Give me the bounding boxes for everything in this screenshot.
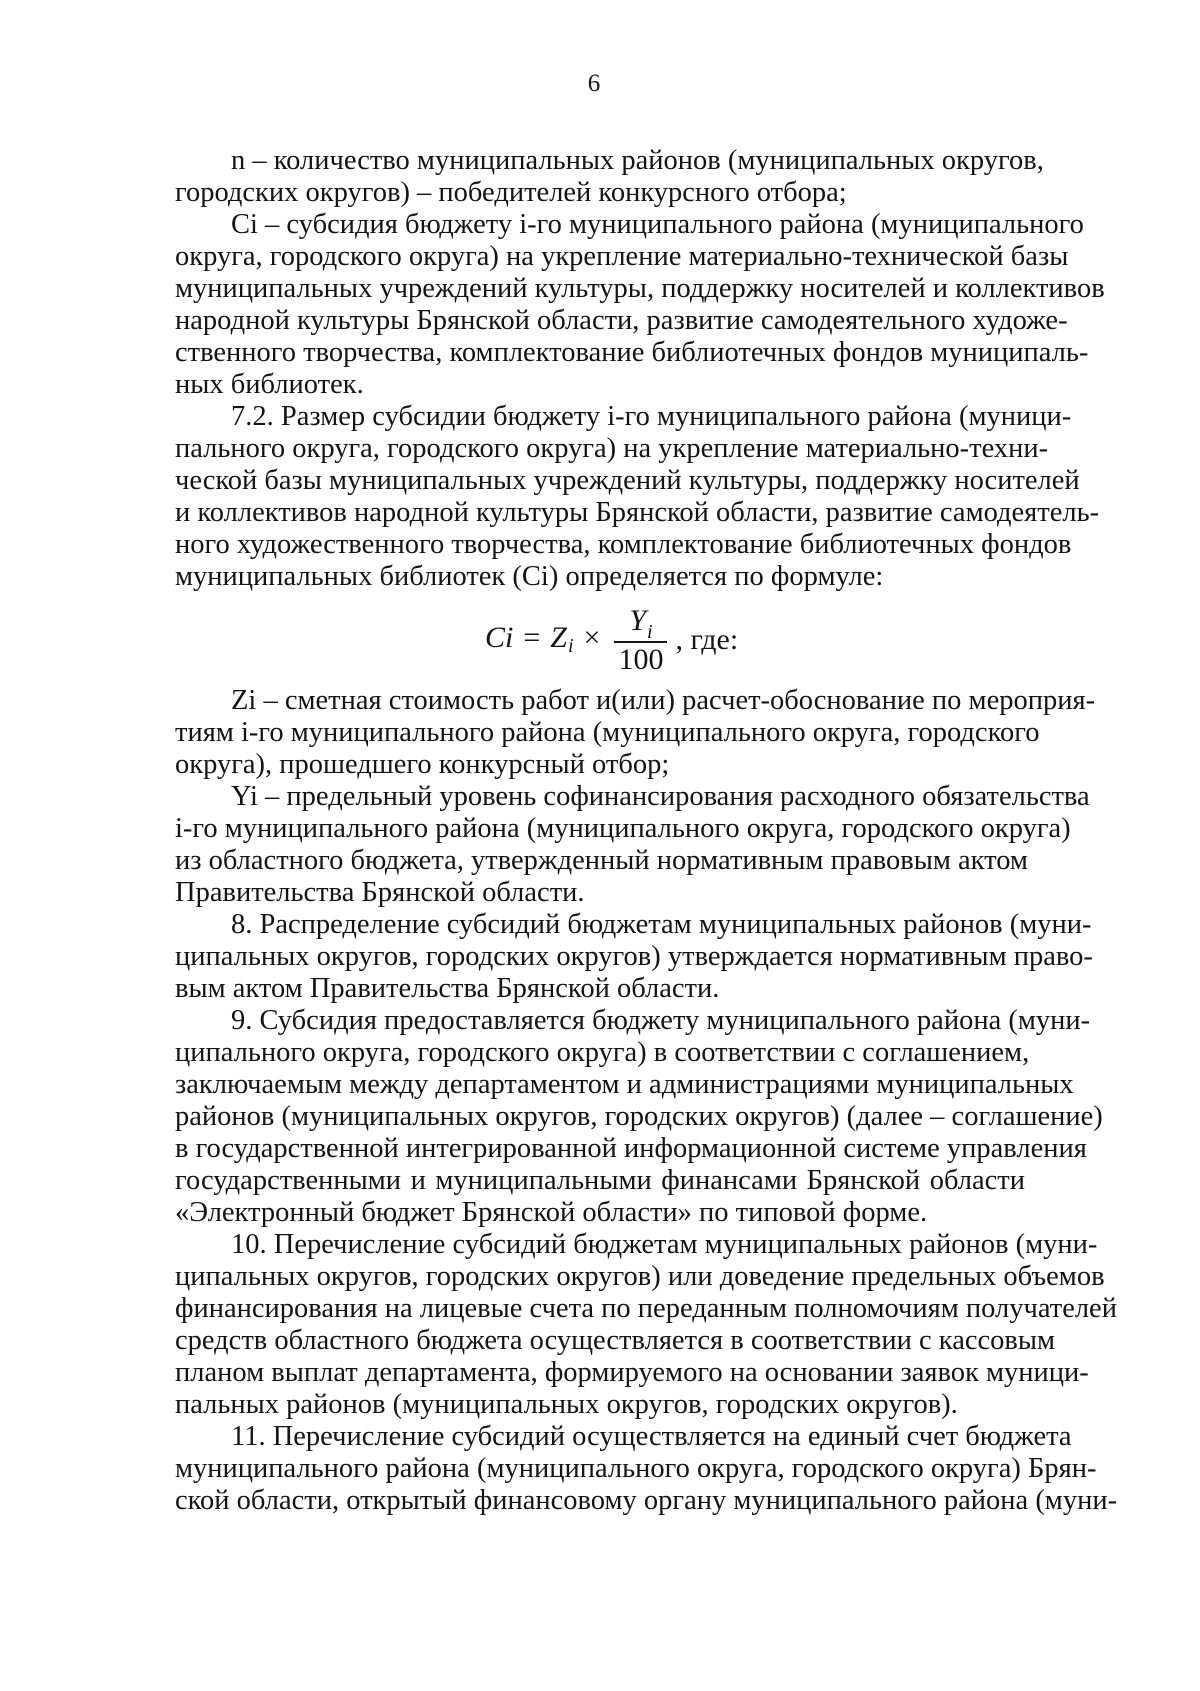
paragraph: [175, 145, 1044, 209]
paragraph-line: 7.2. Размер субсидии бюджету i-го муниципального района (муници-: [231, 401, 1072, 432]
paragraph-line: и коллективов народной культуры Брянской области, развитие самодеятель-: [175, 497, 1100, 528]
paragraph-line: ской области, открытый финансовому органу муниципального района (муни-: [175, 1485, 1118, 1516]
paragraph-line: планом выплат департамента, формируемого на основании заявок муници-: [175, 1357, 1089, 1388]
paragraph-line: пальных районов (муниципальных округов, городских округов).: [175, 1389, 958, 1420]
formula-block: [175, 597, 1025, 679]
paragraph-line: 8. Распределение субсидий бюджетам муниципальных районов (муни-: [231, 909, 1092, 940]
paragraph-line: «Электронный бюджет Брянской области» по типовой форме.: [175, 1197, 928, 1228]
document-body: [175, 145, 1118, 1517]
paragraph-line: муниципального района (муниципального округа, городского округа) Брян-: [175, 1453, 1097, 1484]
formula-times: ×: [583, 621, 601, 654]
paragraph-line: тиям i-го муниципального района (муниципального округа, городского: [175, 717, 1040, 748]
paragraph-line: заключаемым между департаментом и администрациями муниципальных: [175, 1069, 1074, 1100]
paragraph-line: Сi – субсидия бюджету i-го муниципального района (муниципального: [231, 209, 1084, 240]
paragraph-line: ципального округа, городского округа) в соответствии с соглашением,: [175, 1037, 1030, 1068]
paragraph-line: ческой базы муниципальных учреждений культуры, поддержку носителей: [175, 465, 1080, 496]
paragraph-line: ственного творчества, комплектование библиотечных фондов муниципаль-: [175, 337, 1089, 368]
paragraph-line: Zi – сметная стоимость работ и(или) расчет-обоснование по мероприя-: [231, 685, 1096, 716]
paragraph-line: в государственной интегрированной информационной системе управления: [175, 1133, 1087, 1164]
paragraph: [175, 1229, 1117, 1421]
paragraph-line: пального округа, городского округа) на укрепление материально-техни-: [175, 433, 1049, 464]
paragraph: [175, 909, 1093, 1005]
text-before-formula: [175, 145, 1105, 593]
formula-var-subscript: i: [567, 634, 574, 657]
text-after-formula: [175, 685, 1118, 1517]
paragraph-line: государственными и муниципальными финансами Брянской области: [175, 1165, 1025, 1196]
paragraph: [175, 209, 1105, 401]
paragraph-line: ципальных округов, городских округов) утверждается нормативным право-: [175, 941, 1093, 972]
formula-fraction: [614, 604, 667, 677]
paragraph: [175, 1421, 1118, 1517]
paragraph-line: городских округов) – победителей конкурсного отбора;: [175, 177, 847, 208]
formula-numerator-var: Y: [629, 603, 647, 637]
paragraph-line: ципальных округов, городских округов) или доведение предельных объемов: [175, 1261, 1105, 1292]
paragraph-line: вым актом Правительства Брянской области.: [175, 973, 720, 1004]
paragraph-line: из областного бюджета, утвержденный нормативным правовым актом: [175, 845, 1028, 876]
paragraph-line: Yi – предельный уровень софинансирования расходного обязательства: [231, 781, 1090, 812]
paragraph: [175, 1005, 1103, 1229]
paragraph-line: округа, городского округа) на укрепление материально-технической базы: [175, 241, 1069, 272]
paragraph-line: 9. Субсидия предоставляется бюджету муниципального района (муни-: [231, 1005, 1091, 1036]
paragraph-line: муниципальных библиотек (Сi) определяется по формуле:: [175, 561, 884, 592]
paragraph: [175, 685, 1096, 781]
paragraph-line: финансирования на лицевые счета по переданным полномочиям получателей: [175, 1293, 1117, 1324]
paragraph-line: i-го муниципального района (муниципального округа, городского округа): [175, 813, 1071, 844]
formula-numerator-subscript: i: [647, 620, 653, 643]
formula-numerator: [623, 604, 658, 641]
paragraph: [175, 781, 1090, 909]
paragraph-line: n – количество муниципальных районов (муниципальных округов,: [231, 145, 1044, 176]
paragraph-line: ного художественного творчества, комплектование библиотечных фондов: [175, 529, 1072, 560]
formula-lhs: Ci: [485, 621, 514, 654]
paragraph-line: народной культуры Брянской области, развитие самодеятельного художе-: [175, 305, 1068, 336]
paragraph-line: муниципальных учреждений культуры, поддержку носителей и коллективов: [175, 273, 1105, 304]
paragraph-line: ных библиотек.: [175, 369, 364, 400]
paragraph-line: округа), прошедшего конкурсный отбор;: [175, 749, 670, 780]
paragraph-line: Правительства Брянской области.: [175, 877, 585, 908]
paragraph-line: средств областного бюджета осуществляется в соответствии с кассовым: [175, 1325, 1056, 1356]
formula-denominator: 100: [618, 642, 664, 676]
formula-equals: =: [523, 621, 541, 654]
formula-suffix: , где:: [675, 623, 739, 656]
paragraph: [175, 401, 1100, 593]
paragraph-line: 10. Перечисление субсидий бюджетам муниципальных районов (муни-: [231, 1229, 1098, 1260]
paragraph-line: районов (муниципальных округов, городских округов) (далее – соглашение): [175, 1101, 1103, 1132]
page-number: 6: [587, 70, 601, 97]
formula: [485, 597, 738, 679]
paragraph-line: 11. Перечисление субсидий осуществляется на единый счет бюджета: [231, 1421, 1072, 1452]
formula-var: Z: [550, 621, 567, 654]
